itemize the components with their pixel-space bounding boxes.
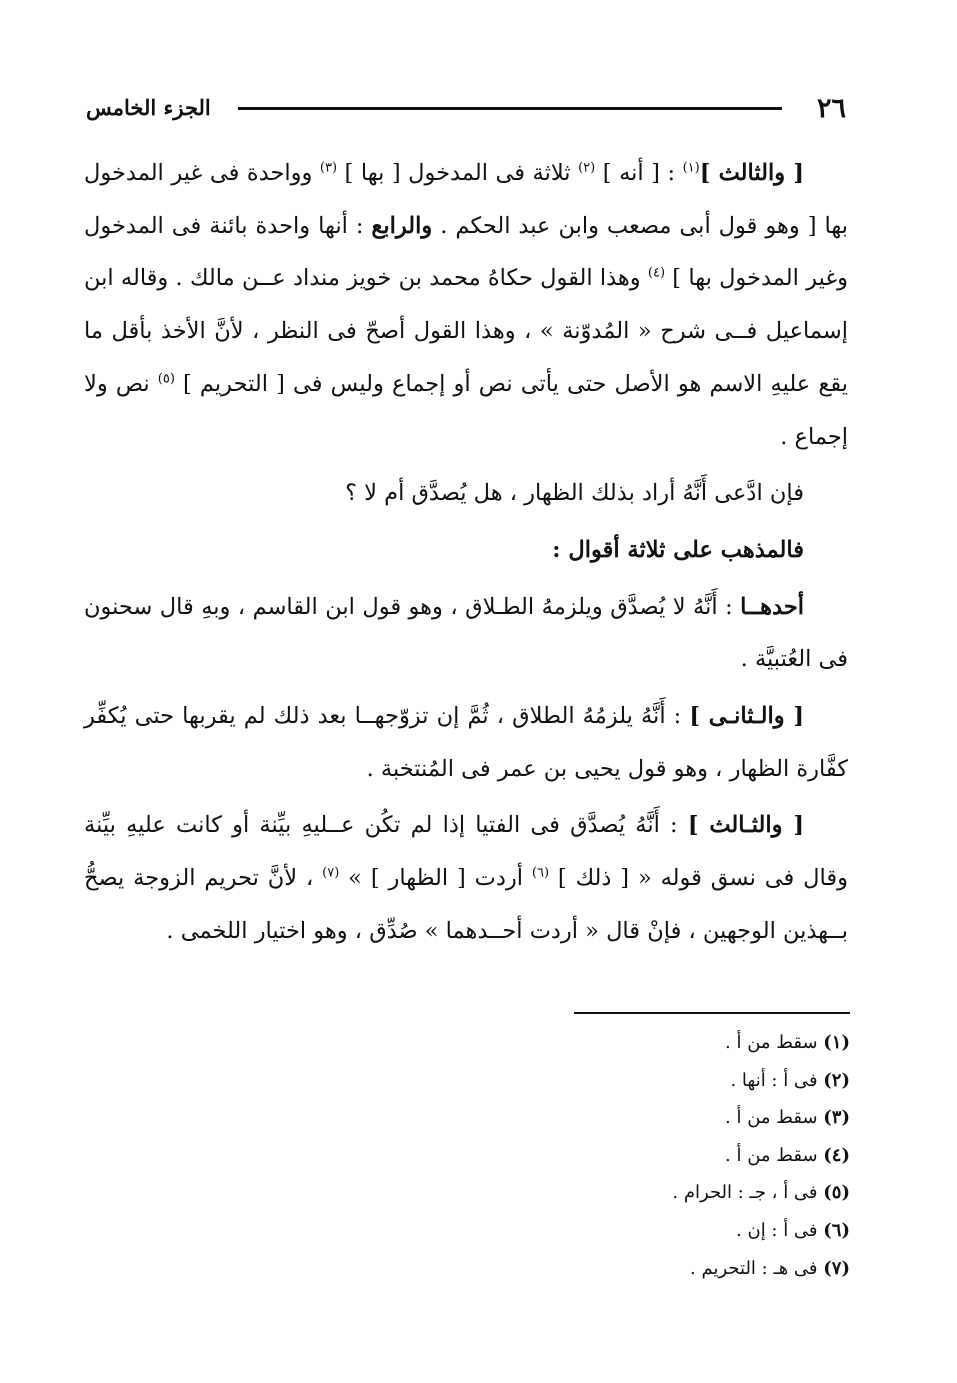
footnote-text: سقط من أ . bbox=[725, 1144, 824, 1166]
footnote-number: (٧) bbox=[823, 1257, 850, 1279]
paragraph-lead: [ والـثانـى ] bbox=[689, 703, 804, 730]
footnote-3 bbox=[574, 1099, 850, 1137]
footnote-ref: (٢) bbox=[578, 160, 596, 176]
footnote-4 bbox=[574, 1137, 850, 1175]
footnote-number: (١) bbox=[823, 1032, 850, 1053]
paragraph-text: : أَنَّهُ يلزمُهُ الطلاق ، ثُمَّ إن تزوّجهــا بعد ذلك لم يقربها حتى يُكفِّر كفَّارة الظهار ، وهو قول يحيى بن عمر فى المُنتخبة . bbox=[84, 703, 848, 782]
header-rule bbox=[238, 107, 782, 110]
running-head: الجزء الخامس bbox=[86, 95, 211, 120]
section-heading: فالمذهب على ثلاثة أقوال : bbox=[552, 536, 804, 563]
paragraph-text: : أنها واحدة بائنة فى المدخول وغير المدخول بها ] bbox=[84, 212, 848, 292]
footnote-text: فى هـ : التحريم . bbox=[690, 1257, 824, 1279]
footnote-ref: (٦) bbox=[531, 865, 550, 881]
footnote-7 bbox=[574, 1250, 850, 1288]
footnote-text: سقط من أ . bbox=[725, 1032, 824, 1053]
main-text bbox=[84, 147, 848, 958]
paragraph-lead: أحدهــا bbox=[740, 593, 804, 620]
footnote-5 bbox=[574, 1174, 850, 1212]
footnote-rule bbox=[574, 1012, 850, 1014]
footnote-text: فى أ : أنها . bbox=[730, 1069, 824, 1091]
paragraph-text: : [ أنه ] bbox=[595, 160, 683, 186]
paragraph-text: نص ولا إجماع . bbox=[84, 370, 848, 450]
page-header bbox=[86, 93, 846, 123]
footnotes bbox=[574, 1024, 850, 1287]
footnote-2 bbox=[574, 1062, 850, 1100]
footnote-ref: (٥) bbox=[157, 371, 175, 387]
paragraph-first-view bbox=[84, 581, 848, 686]
footnote-ref: (٤) bbox=[647, 265, 666, 281]
paragraph-text: أردت [ الظهار ] » bbox=[339, 865, 532, 892]
paragraph-text: ، لأنَّ تحريم الزوجة يصحُّ بــهذين الوجهين ، فإنْ قال « أردت أحــدهما » صُدِّق ، وهو اختيار اللخمى . bbox=[84, 865, 848, 944]
footnote-number: (٣) bbox=[823, 1107, 850, 1129]
paragraph-text: وهذا القول حكاهُ محمد بن خويز منداد عــن مالك . وقاله ابن إسماعيل فــى شرح « المُدوّنة » ، وهذا القول أصحّ فى النظر ، لأنَّ الأخذ بأقل ما يقع عليهِ الاسم هو الأصل حتى يأتى نص أو إجماع وليس فى [ التحريم ] bbox=[84, 265, 848, 397]
paragraph-lead: [ والثـالث ] bbox=[687, 812, 804, 839]
page-number: ٢٦ bbox=[816, 93, 846, 124]
footnote-number: (٢) bbox=[823, 1069, 850, 1091]
footnote-number: (٦) bbox=[823, 1219, 850, 1241]
footnote-text: فى أ : إن . bbox=[736, 1219, 824, 1241]
paragraph-text: وواحدة فى غير المدخول بها [ وهو قول أبى مصعب وابن عبد الحكم . bbox=[84, 160, 848, 239]
footnote-1 bbox=[574, 1024, 850, 1062]
footnote-number: (٥) bbox=[823, 1182, 850, 1204]
paragraph-text: : أَنَّهُ يُصدَّق فى الفتيا إذا لم تكُن عــليهِ بيِّنة أو كانت عليهِ بيِّنة وقال فى نسق قوله « [ ذلك ] bbox=[84, 812, 848, 892]
footnote-text: سقط من أ . bbox=[725, 1107, 824, 1129]
paragraph-question: فإن ادَّعى أَنَّهُ أراد بذلك الظهار ، هل يُصدَّق أم لا ؟ bbox=[345, 480, 804, 507]
paragraph-lead: والرابع bbox=[371, 212, 433, 239]
footnote-text: فى أ ، جـ : الحرام . bbox=[672, 1182, 824, 1204]
footnote-ref: (٣) bbox=[319, 160, 338, 176]
paragraph-third-opinion bbox=[84, 147, 848, 463]
footnote-ref: (١) bbox=[682, 160, 700, 176]
paragraph-lead: [ والثالث ] bbox=[699, 160, 805, 186]
paragraph-text: : أَنَّهُ لا يُصدَّق ويلزمهُ الطـلاق ، وهو قول ابن القاسم ، وبهِ قال سحنون فى العُتبيَّة . bbox=[84, 593, 848, 673]
footnote-number: (٤) bbox=[823, 1144, 850, 1166]
paragraph-second-view bbox=[84, 690, 848, 795]
footnote-ref: (٧) bbox=[322, 865, 340, 881]
footnote-6 bbox=[574, 1212, 850, 1250]
paragraph-third-view bbox=[84, 799, 848, 957]
paragraph-text: ثلاثة فى المدخول [ بها ] bbox=[337, 160, 579, 186]
